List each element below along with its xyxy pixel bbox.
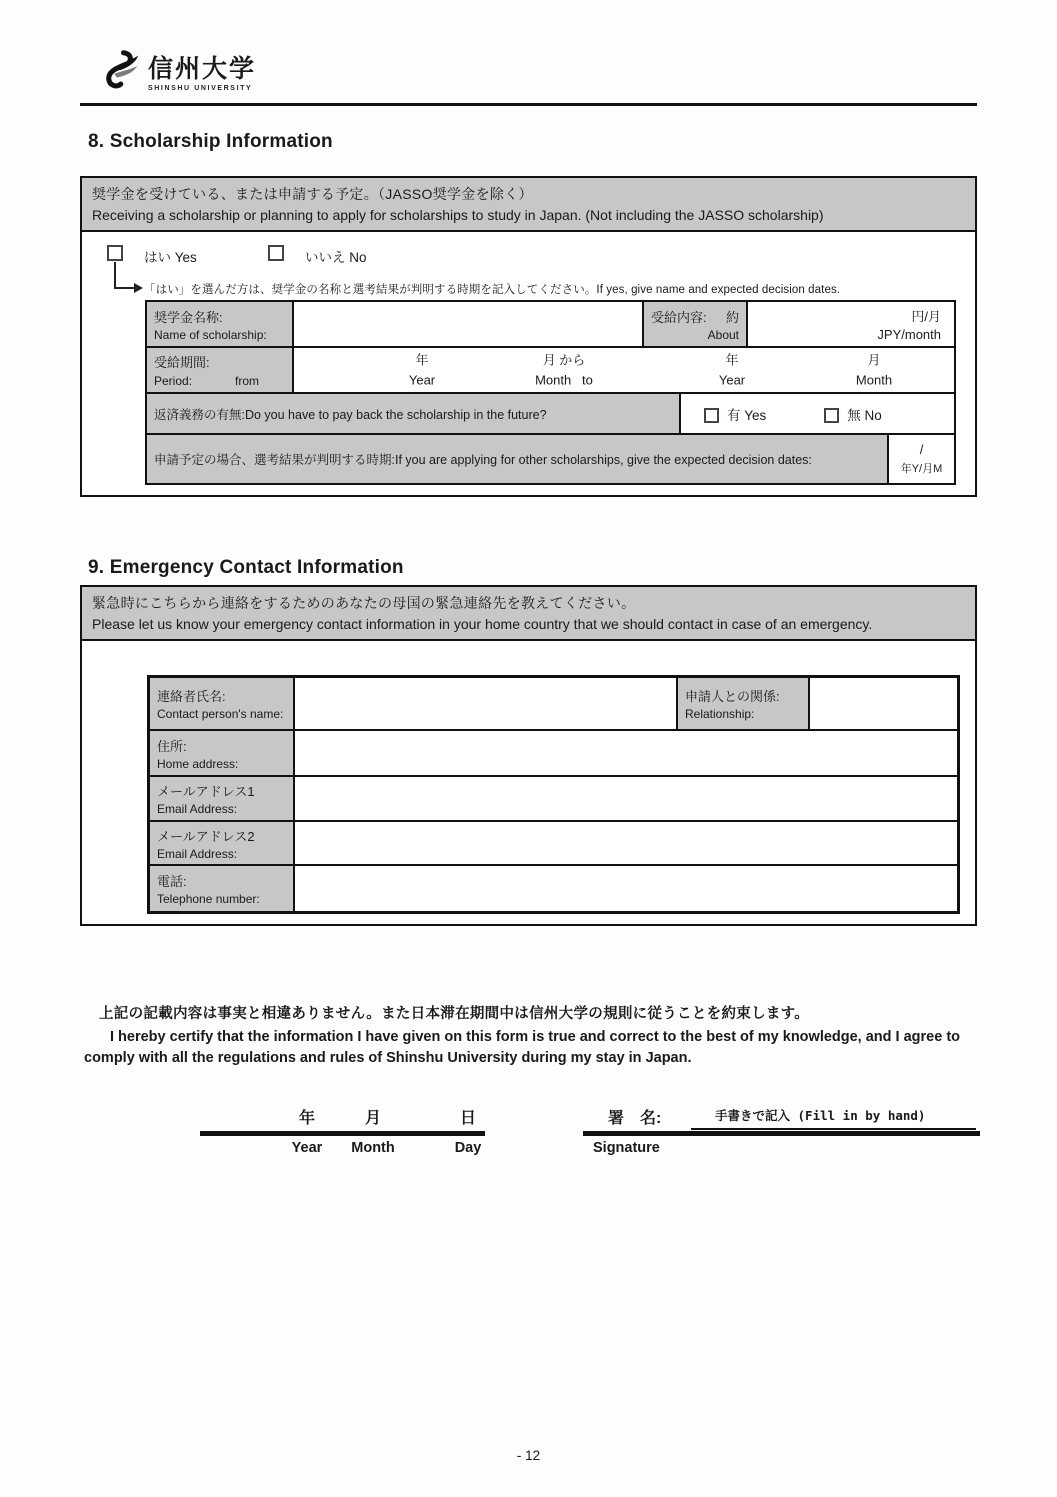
signature-label-en: Signature	[593, 1140, 660, 1156]
branch-arrow-icon	[114, 262, 134, 289]
email1-row	[150, 777, 957, 822]
period-row	[147, 348, 954, 394]
scholarship-section-box	[80, 176, 977, 497]
period-field[interactable]	[294, 348, 954, 392]
home-address-field[interactable]	[295, 731, 957, 775]
signature-label-jp: 署 名:	[608, 1110, 662, 1127]
no-checkbox-label: いいえ No	[305, 250, 367, 265]
home-address-row	[150, 731, 957, 777]
relationship-label: 申請人との関係: Relationship:	[678, 678, 810, 729]
amount-field[interactable]: 円/月 JPY/month	[877, 309, 941, 342]
scholarship-name-label: 奨学金名称: Name of scholarship:	[147, 302, 294, 346]
certification-en: I hereby certify that the information I have given on this form is true and correct to the best of my knowledge, and I agree to comply with all the regulations and rules of Shinshu University during my stay in Japan.	[84, 1029, 961, 1067]
emergency-banner-jp: 緊急時にこちらから連絡をするためのあなたの母国の緊急連絡先を教えてください。	[92, 595, 636, 611]
email1-field[interactable]	[295, 777, 957, 820]
period-month2-mark: 月 Month	[855, 352, 893, 387]
contact-name-row	[150, 678, 957, 731]
payback-row	[147, 394, 954, 435]
telephone-field[interactable]	[295, 866, 957, 911]
scholarship-banner-jp: 奨学金を受けている、または申請する予定。（JASSO奨学金を除く）	[92, 186, 533, 202]
yes-checkbox-label: はい Yes	[144, 250, 197, 265]
yes-checkbox[interactable]	[107, 245, 123, 261]
period-year2-mark: 年 Year	[718, 352, 746, 387]
payback-no-label: 無 No	[847, 407, 882, 423]
swan-logo-icon	[95, 48, 141, 98]
emergency-contact-table	[147, 675, 960, 914]
email2-row	[150, 822, 957, 866]
emergency-banner	[82, 587, 975, 641]
date-year-jp: 年	[298, 1110, 316, 1127]
decision-date-label: 申請予定の場合、選考結果が判明する時期:If you are applying for other scholarships, give the expected decision dates:	[147, 435, 889, 483]
contact-name-label: 連絡者氏名: Contact person's name:	[150, 678, 295, 729]
period-label: 受給期間: Period: from	[147, 348, 294, 392]
certification-jp: 上記の記載内容は事実と相違ありません。また日本滞在期間中は信州大学の規則に従うことを約束します。	[99, 1006, 810, 1022]
emergency-banner-en: Please let us know your emergency contact information in your home country that we should contact in case of an emergency.	[92, 616, 873, 632]
email2-label: メールアドレス2 Email Address:	[150, 822, 295, 864]
signature-block	[583, 1105, 980, 1162]
signature-write-line[interactable]	[691, 1128, 976, 1130]
payback-yes-checkbox[interactable]	[704, 408, 719, 423]
date-line[interactable]	[200, 1131, 485, 1136]
university-name-en: SHINSHU UNIVERSITY	[148, 84, 253, 92]
if-yes-note: 「はい」を選んだ方は、奨学金の名称と選考結果が判明する時期を記入してください。If yes, give name and expected decision dates.	[144, 284, 841, 296]
emergency-section-box	[80, 585, 977, 926]
period-year1-mark: 年 Year	[408, 352, 436, 387]
contact-name-field[interactable]	[295, 678, 678, 729]
payback-answer-cell	[681, 394, 954, 433]
date-year-en: Year	[291, 1140, 323, 1156]
section8-title: 8. Scholarship Information	[88, 131, 333, 152]
scholarship-banner	[82, 178, 975, 232]
payback-question-label: 返済義務の有無:Do you have to pay back the scholarship in the future?	[147, 394, 681, 433]
fill-by-hand-note: 手書きで記入 (Fill in by hand)	[715, 1108, 926, 1123]
scholarship-banner-en: Receiving a scholarship or planning to apply for scholarships to study in Japan. (Not including the JASSO scholarship)	[92, 207, 824, 223]
payback-yes-label: 有 Yes	[727, 407, 767, 423]
section9-title: 9. Emergency Contact Information	[88, 557, 404, 578]
no-checkbox[interactable]	[268, 245, 284, 261]
certification-statement	[84, 1002, 974, 1069]
scholarship-table	[145, 300, 956, 485]
amount-label: 受給内容: 約 About	[644, 302, 748, 346]
date-day-jp: 日	[459, 1110, 477, 1127]
header-divider	[80, 103, 977, 106]
email2-field[interactable]	[295, 822, 957, 864]
university-name-jp: 信州大学	[148, 55, 257, 83]
page-number: - 12	[516, 1448, 541, 1463]
signature-line[interactable]	[583, 1131, 980, 1136]
signature-date-block	[200, 1105, 485, 1162]
email1-label: メールアドレス1 Email Address:	[150, 777, 295, 820]
telephone-label: 電話: Telephone number:	[150, 866, 295, 911]
payback-no-checkbox[interactable]	[824, 408, 839, 423]
date-month-en: Month	[351, 1140, 395, 1156]
telephone-row	[150, 866, 957, 911]
date-month-jp: 月	[364, 1110, 382, 1127]
shinshu-university-logo	[95, 48, 256, 98]
relationship-field[interactable]	[810, 678, 957, 729]
period-month1-mark: 月 から Month to	[535, 352, 593, 387]
date-day-en: Day	[454, 1140, 482, 1156]
decision-date-field[interactable]: / 年Y/月M	[900, 442, 943, 475]
decision-date-row	[147, 435, 954, 483]
home-address-label: 住所: Home address:	[150, 731, 295, 775]
